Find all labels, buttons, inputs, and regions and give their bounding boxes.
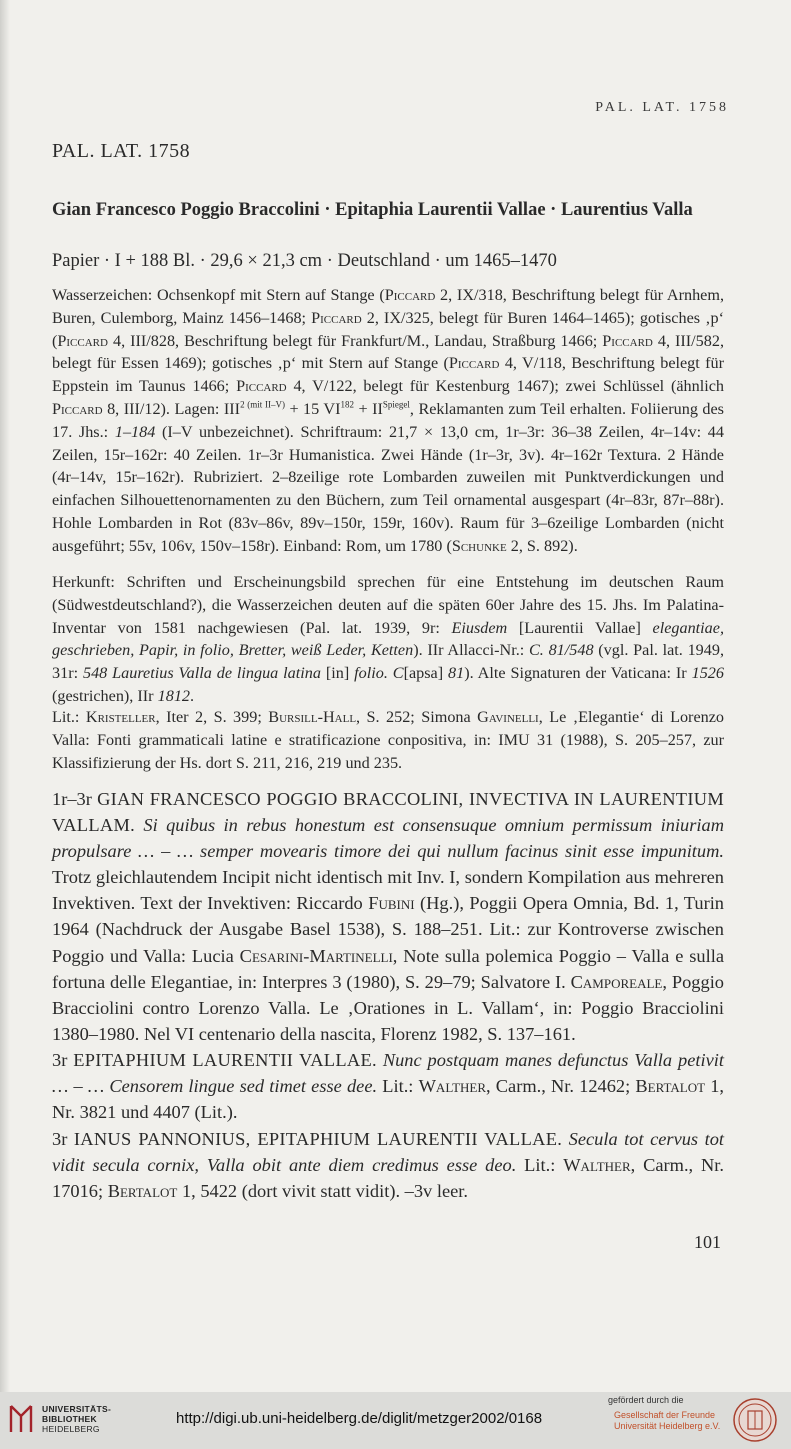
library-logo-icon: [8, 1404, 34, 1434]
permalink-url[interactable]: http://digi.ub.uni-heidelberg.de/diglit/metzger2002/0168: [176, 1410, 543, 1427]
content-entry: 3r IANUS PANNONIUS, EPITAPHIUM LAURENTII VALLAE. Secula tot cervus tot vidit secula cornix, Valla obit ante diem credimus esse deo. Lit.: Walther, Carm., Nr. 17016; Bertalot 1, 5422 (dort vivit statt vidit). –3v leer.: [52, 1129, 724, 1202]
page-number: 101: [694, 1232, 721, 1252]
physical-description: Papier · I + 188 Bl. · 29,6 × 21,3 cm · Deutschland · um 1465–1470: [52, 251, 557, 271]
running-head: PAL. LAT. 1758: [595, 100, 729, 115]
content-entry: 3r EPITAPHIUM LAURENTII VALLAE. Nunc postquam manes defunctus Valla petivit … – … Censorem lingue sed timet esse dee. Lit.: Walther, Carm., Nr. 12462; Bertalot 1, Nr. 3821 und 4407 (Lit.).: [52, 1050, 724, 1123]
shelfmark-heading: PAL. LAT. 1758: [52, 140, 191, 162]
provenance-paragraph: Herkunft: Schriften und Erscheinungsbild sprechen für eine Entstehung im deutschen Raum (Südwestdeutschland?), die Wasserzeichen deuten auf die späten 60er Jahre des 15. Jhs. Im Palatina-Inventar von 1581 nachgewiesen (Pal. lat. 1939, 9r: Eiusdem [Laurentii Vallae] elegantiae, geschrieben, Papir, in folio, Bretter, weiß Leder, Ketten). IIr Allacci-Nr.: C. 81/548 (vgl. Pal. lat. 1949, 31r: 548 Lauretius Valla de lingua latina [in] folio. C[apsa] 81). Alte Signaturen der Vaticana: Ir 1526 (gestrichen), IIr 1812.: [52, 573, 724, 705]
literature-paragraph: Lit.: Kristeller, Iter 2, S. 399; Bursill-Hall, S. 252; Simona Gavinelli, Le ‚Elegantie‘ di Lorenzo Valla: Fonti grammaticali latine e stratificazione conpositiva, in: IMU 31 (1988), S. 205–257, zur Klassifizierung der Hs. dort S. 211, 216, 219 und 235.: [52, 708, 724, 772]
sponsor-name: Gesellschaft der Freunde Universität Heidelberg e.V.: [614, 1410, 721, 1431]
content-entry: 1r–3r GIAN FRANCESCO POGGIO BRACCOLINI, INVECTIVA IN LAURENTIUM VALLAM. Si quibus in rebus honestum est consensuque omnium permissum iniuriam propulsare … – … semper movearis timore dei qui nullum facinus sinit esse impunitum. Trotz gleichlautendem Incipit nicht identisch mit Inv. I, sondern Kompilation aus mehreren Invektiven. Text der Invektiven: Riccardo Fubini (Hg.), Poggii Opera Omnia, Bd. 1, Turin 1964 (Nachdruck der Ausgabe Basel 1538), S. 188–251. Lit.: zur Kontroverse zwischen Poggio und Valla: Lucia Cesarini-Martinelli, Note sulla polemica Poggio – Valla e sulla fortuna delle Elegantiae, in: Interpres 3 (1980), S. 29–79; Salvatore I. Camporeale, Poggio Bracciolini contro Lorenzo Valla. Le ‚Orationes in L. Vallam‘, in: Poggio Bracciolini 1380–1980. Nel VI centenario della nascita, Florenz 1982, S. 137–161.: [52, 789, 724, 1044]
page-fold-shadow: [0, 0, 10, 1392]
codicology-paragraph: Wasserzeichen: Ochsenkopf mit Stern auf Stange (Piccard 2, IX/318, Beschriftung belegt für Arnhem, Buren, Culemborg, Mainz 1456–1468; Piccard 2, IX/325, belegt für Buren 1464–1465); gotisches ‚p‘ (Piccard 4, III/828, Beschriftung belegt für Frankfurt/M., Landau, Straßburg 1466; Piccard 4, III/582, belegt für Essen 1469); gotisches ‚p‘ mit Stern auf Stange (Piccard 4, V/118, Beschriftung belegt für Eppstein im Taunus 1466; Piccard 4, V/122, belegt für Kestenburg 1467); zwei Schlüssel (ähnlich Piccard 8, III/12). Lagen: $III^{2 (mit II-V)} + 15$ $VI^{182} + II^{Spiegel}$, Reklamanten zum Teil erhalten. Foliierung des 17. Jhs.: 1–184 (I–V unbezeichnet). Schriftraum: 21,7 × 13,0 cm, 1r–3r: 36–38 Zeilen, 4r–14v: 44 Zeilen, 15r–162r: 40 Zeilen. 1r–3r Humanistica. Zwei Hände (1r–3r, 3v). 4r–162r Textura. 2 Hände (4r–14v, 15r–162r). Rubriziert. 2–8zeilige rote Lombarden zuweilen mit Punktverdickungen und einfachen Silhouettenornamenten zu den Büchern, zum Teil ornamental ausgespart (4r–83r, 87r–88r). Hohle Lombarden in Rot (83v–86v, 89v–150r, 159r, 160v). Raum für 3–6zeilige Lombarden (nicht ausgeführt; 55v, 106v, 150v–158r). Einband: Rom, um 1780 (Schunke 2, S. 892).: [52, 286, 724, 555]
footer-bar: [0, 1392, 791, 1449]
manuscript-title: Gian Francesco Poggio Braccolini · Epitaphia Laurentii Vallae · Laurentius Valla: [52, 200, 693, 220]
library-name: UNIVERSITÄTS- BIBLIOTHEK HEIDELBERG: [42, 1404, 112, 1434]
seal-icon: [730, 1397, 780, 1443]
funded-by-label: gefördert durch die: [608, 1395, 684, 1405]
